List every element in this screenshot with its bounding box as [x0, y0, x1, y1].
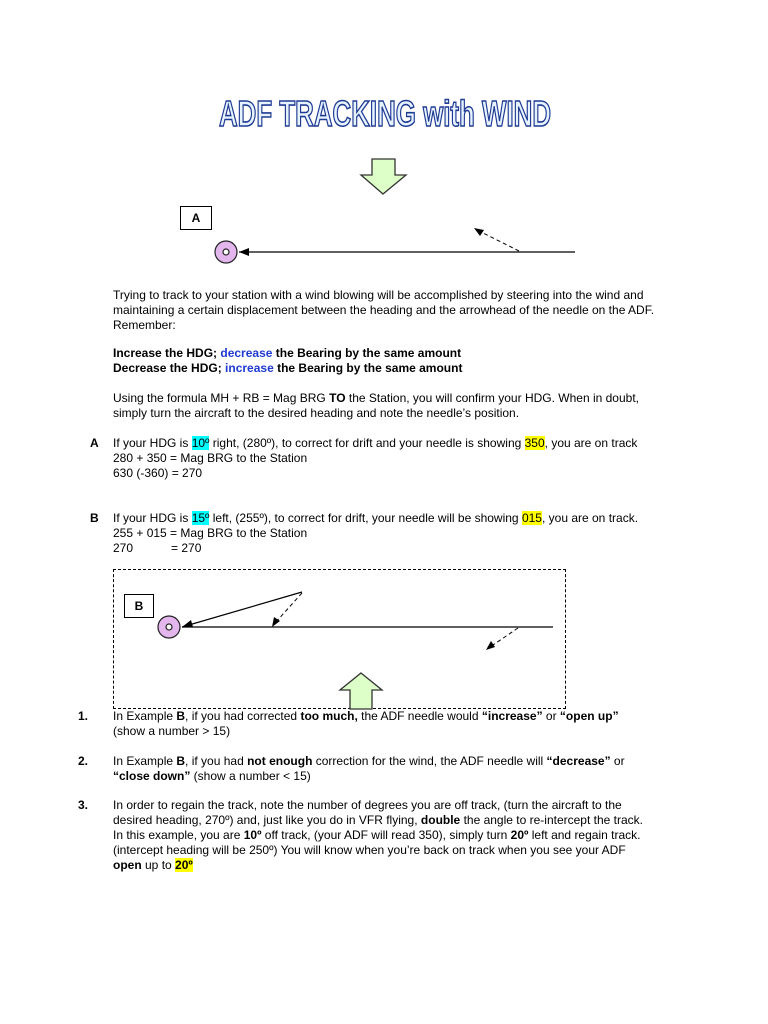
example-a-marker: A	[90, 436, 99, 450]
intro-text: Trying to track to your station with a wind blowing will be accomplished by steering into the wind and maintaining a certain displacement between the heading and the arrowhead of the needle on the ADF. Remember:	[113, 288, 655, 332]
item-3-text: In order to regain the track, note the number of degrees you are off track, (turn the aircraft to the desired heading, 270º) and, just like you do in VFR flying, double the angle to re-intercept the track. In this example, you are 10º off track, (your ADF will read 350), simply turn 20º left and regain track. (intercept heading will be 250º) You will know when you’re back on track when you see your ADF open up to 20º	[113, 798, 643, 872]
example-b-text: If your HDG is 15º left, (255º), to correct for drift, your needle will be showing 015, you are on track. 255 + 015 = Mag BRG to the Station 270 = 270	[113, 511, 639, 555]
rule-decrease: Decrease the HDG; increase the Bearing by the same amount	[113, 361, 463, 375]
up-arrow-icon	[338, 671, 384, 711]
example-a-text: If your HDG is 10º right, (280º), to correct for drift and your needle is showing 350, you are on track 280 + 350 = Mag BRG to the Station 630 (-360) = 270	[113, 436, 638, 480]
item-1-number: 1.	[78, 709, 89, 723]
drift-arrow	[490, 628, 518, 647]
item-2-text: In Example B, if you had not enough correction for the wind, the ADF needle will “decrease” or “close down” (show a number < 15)	[113, 754, 625, 783]
item-3-number: 3.	[78, 798, 89, 812]
rule-increase: Increase the HDG; decrease the Bearing by the same amount	[113, 346, 462, 360]
diagram-b-label: B	[124, 594, 154, 618]
diagram-b	[150, 585, 560, 665]
needle-arrow	[275, 593, 302, 623]
page-title	[210, 88, 560, 138]
item-1-text: In Example B, if you had corrected too much, the ADF needle would “increase” or “open up” (show a number > 15)	[113, 709, 619, 738]
needle-arrow	[477, 230, 519, 251]
title-text: ADF TRACKING with WIND	[219, 93, 551, 134]
formula-text: Using the formula MH + RB = Mag BRG TO the Station, you will confirm your HDG. When in doubt, simply turn the aircraft to the desired heading and note the needle’s position.	[113, 391, 639, 420]
heading-line	[182, 592, 302, 627]
item-2-number: 2.	[78, 754, 89, 768]
down-arrow-icon	[360, 158, 408, 196]
diagram-a-label: A	[180, 206, 212, 230]
diagram-a	[205, 220, 585, 270]
example-b-marker: B	[90, 511, 99, 525]
